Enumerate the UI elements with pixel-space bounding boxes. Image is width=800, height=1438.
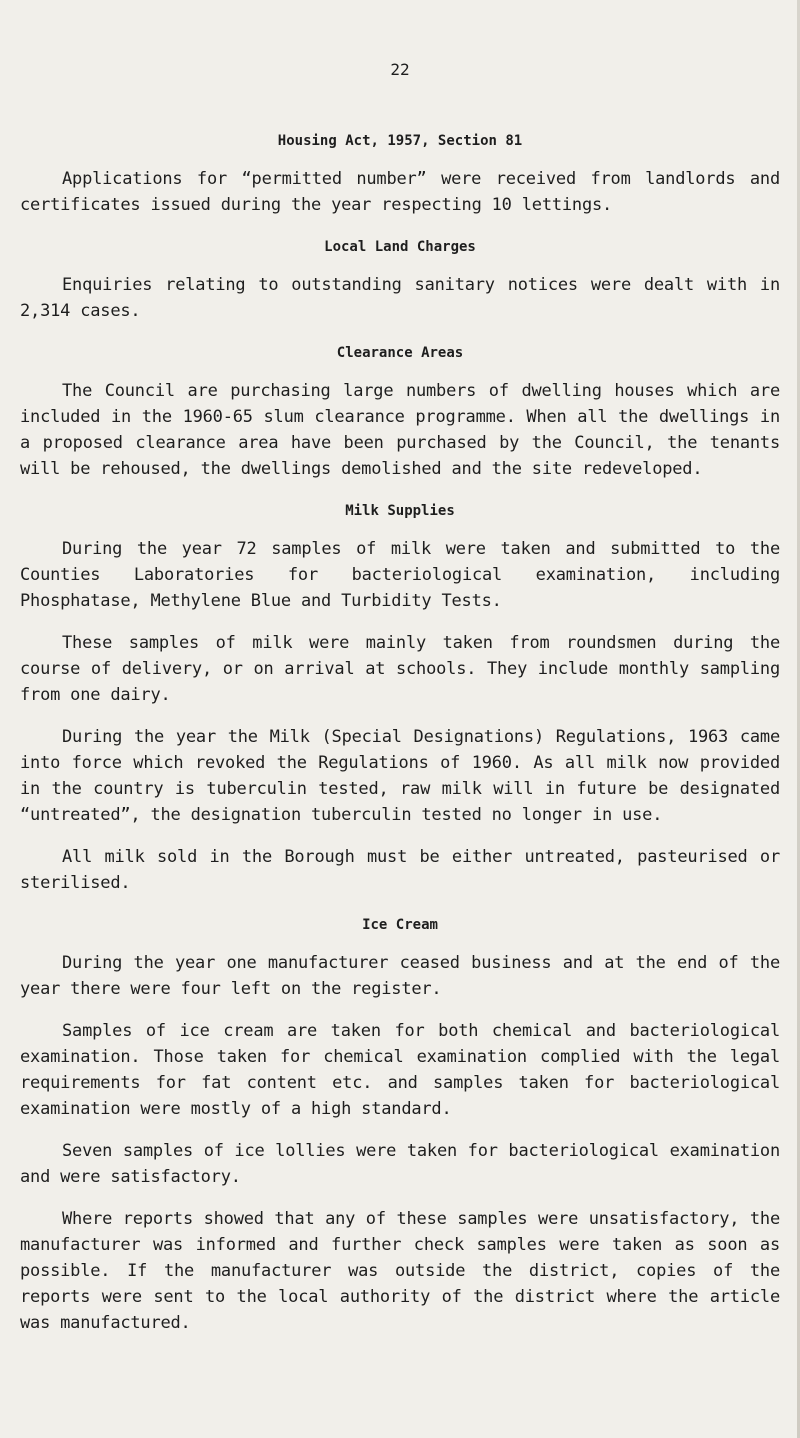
- section-heading: Milk Supplies: [345, 503, 455, 519]
- section-heading: Local Land Charges: [324, 239, 476, 255]
- paragraph: During the year the Milk (Special Designations) Regulations, 1963 came into force which revoked the Regulations of 1960. As all milk now provided in the country is tuberculin tested, raw milk will in future be designated “untreated”, the designation tuberculin tested no longer in use.: [20, 727, 780, 825]
- section-heading: Ice Cream: [362, 917, 438, 933]
- paragraph: Applications for “permitted number” were received from landlords and certificates issued during the year respecting 10 lettings.: [20, 169, 780, 215]
- section-heading: Housing Act, 1957, Section 81: [277, 133, 523, 149]
- paragraph: During the year 72 samples of milk were taken and submitted to the Counties Laboratories for bacteriological examination, including Phosphatase, Methylene Blue and Turbidity Tests.: [20, 539, 780, 611]
- paragraph: The Council are purchasing large numbers of dwelling houses which are included in the 1960-65 slum clearance programme. When all the dwellings in a proposed clearance area have been purchased by the Council, the tenants will be rehoused, the dwellings demolished and the site redeveloped.: [20, 381, 780, 479]
- paragraph: Samples of ice cream are taken for both chemical and bacteriological examination. Those taken for chemical examination complied with the legal requirements for fat content etc. and samples taken for bacteriological examination were mostly of a high standard.: [20, 1021, 780, 1119]
- paragraph: All milk sold in the Borough must be either untreated, pasteurised or sterilised.: [20, 847, 780, 893]
- paragraph: Seven samples of ice lollies were taken for bacteriological examination and were satisfactory.: [20, 1141, 780, 1187]
- section-ice-cream: [20, 914, 780, 1336]
- section-housing-act: [20, 130, 780, 218]
- section-clearance-areas: [20, 342, 780, 482]
- section-local-land-charges: [20, 236, 780, 324]
- paragraph: During the year one manufacturer ceased business and at the end of the year there were four left on the register.: [20, 953, 780, 999]
- page-number: 22: [390, 60, 410, 79]
- section-heading: Clearance Areas: [336, 345, 464, 361]
- document-body: [20, 130, 780, 1354]
- paragraph: Where reports showed that any of these samples were unsatisfactory, the manufacturer was informed and further check samples were taken as soon as possible. If the manufacturer was outside the district, copies of the reports were sent to the local authority of the district where the article was manufactured.: [20, 1209, 780, 1333]
- paragraph: Enquiries relating to outstanding sanitary notices were dealt with in 2,314 cases.: [20, 275, 780, 321]
- paragraph: These samples of milk were mainly taken from roundsmen during the course of delivery, or on arrival at schools. They include monthly sampling from one dairy.: [20, 633, 780, 705]
- section-milk-supplies: [20, 500, 780, 896]
